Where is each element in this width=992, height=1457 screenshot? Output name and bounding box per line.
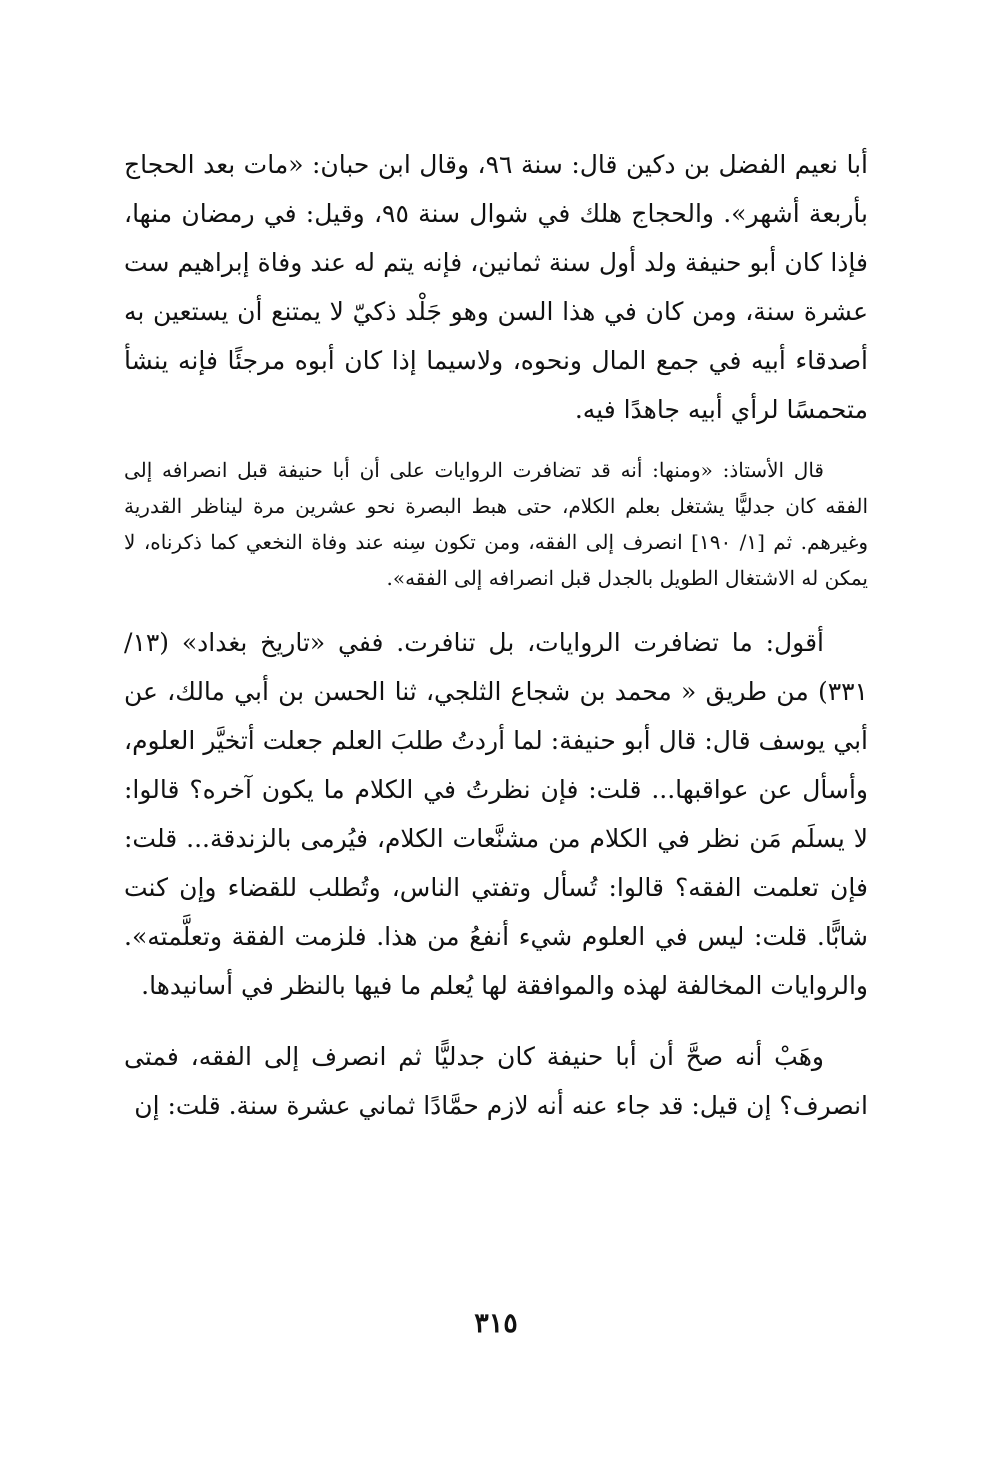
page-number: ٣١٥ — [474, 1308, 518, 1339]
page-body — [124, 140, 868, 1457]
paragraph-quote-ustadh: قال الأستاذ: «ومنها: أنه قد تضافرت الروايات على أن أبا حنيفة قبل انصرافه إلى الفقه كان جدليًّا يشتغل بعلم الكلام، حتى هبط البصرة نحو عشرين مرة ليناظر القدرية وغيرهم. ثم [١/ ١٩٠] انصرف إلى الفقه، ومن تكون سِنه عند وفاة النخعي كما ذكرناه، لا يمكن له الاشتغال الطويل بالجدل قبل انصرافه إلى الفقه». — [124, 458, 869, 590]
paragraph-hypothesis: وهَبْ أنه صحَّ أن أبا حنيفة كان جدليًّا ثم انصرف إلى الفقه، فمتى انصرف؟ إن قيل: قد جاء عنه أنه لازم حمَّادًا ثماني عشرة سنة. قلت: إن — [124, 1042, 868, 1120]
paragraph-response: أقول: ما تضافرت الروايات، بل تنافرت. ففي «تاريخ بغداد» (١٣/ ٣٣١) من طريق « محمد بن شجاع الثلجي، ثنا الحسن بن أبي مالك، عن أبي يوسف قال: قال أبو حنيفة: لما أردتُ طلبَ العلم جعلت أتخيَّر العلوم، وأسأل عن عواقبها... قلت: فإن نظرتُ في الكلام ما يكون آخره؟ قالوا: لا يسلَم مَن نظر في الكلام من مشنَّعات الكلام، فيُرمى بالزندقة... قلت: فإن تعلمت الفقه؟ قالوا: تُسأل وتفتي الناس، وتُطلب للقضاء وإن كنت شابًّا. قلت: ليس في العلوم شيء أنفعُ من هذا. فلزمت الفقة وتعلَّمته». والروايات المخالفة لهذه والموافقة لها يُعلم ما فيها بالنظر في أسانيدها. — [124, 628, 868, 1000]
paragraph-continuation: أبا نعيم الفضل بن دكين قال: سنة ٩٦، وقال ابن حبان: «مات بعد الحجاج بأربعة أشهر». والحجاج هلك في شوال سنة ٩٥، وقيل: في رمضان منها، فإذا كان أبو حنيفة ولد أول سنة ثمانين، فإنه يتم له عند وفاة إبراهيم ست عشرة سنة، ومن كان في هذا السن وهو جَلْد ذكيّ لا يمتنع أن يستعين به أصدقاء أبيه في جمع المال ونحوه، ولاسيما إذا كان أبوه مرجئًا فإنه ينشأ متحمسًا لرأي أبيه جاهدًا فيه. — [124, 150, 868, 424]
